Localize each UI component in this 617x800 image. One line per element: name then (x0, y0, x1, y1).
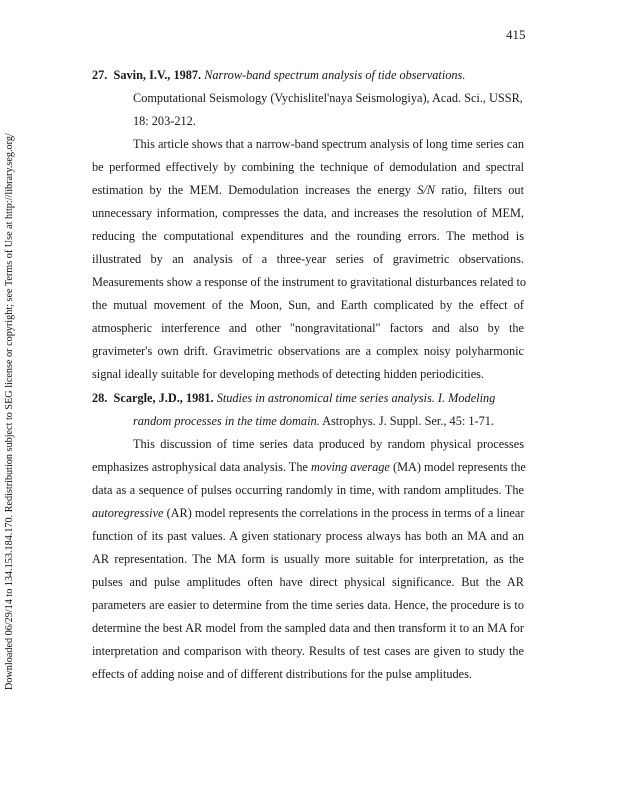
page-number: 415 (506, 27, 526, 42)
abstract-line: signal ideally suitable for developing methods of detecting hidden periodicities. (92, 367, 485, 381)
entry-title: Narrow-band spectrum analysis of tide observations. (204, 68, 466, 82)
reference-entry-28 (92, 387, 524, 686)
abstract-line: parameters are easier to determine from the time series data. Hence, the procedure is to (92, 598, 524, 612)
entry-title-cont: random processes in the time domain. (133, 414, 320, 428)
abstract-line: reducing the computational expenditures and the rounding errors. The method is (92, 229, 524, 243)
abstract-line: gravimeter's own drift. Gravimetric observations are a complex noisy polyharmonic (92, 344, 524, 358)
abstract-line: This article shows that a narrow-band spectrum analysis of long time series can (133, 137, 524, 151)
entry-author: Savin, I.V., (113, 68, 171, 82)
reference-entry-27 (92, 64, 527, 386)
abstract-line: illustrated by an analysis of a three-year series of gravimetric observations. (92, 252, 524, 266)
abstract-line: estimation by the MEM. Demodulation increases the energy S/N ratio, filters out (92, 183, 524, 197)
entry-year: 1981. (185, 391, 214, 405)
abstract-line: interpretation and comparison with theory. Results of test cases are given to study the (92, 644, 524, 658)
entry-year: 1987. (173, 68, 202, 82)
abstract-line: pulses and pulse amplitudes often have direct physical significance. But the AR (92, 575, 524, 589)
abstract-line: This discussion of time series data produced by random physical processes (133, 437, 524, 451)
entry-source-pages: 18: 203-212. (133, 114, 196, 128)
entry-title-continued (92, 410, 524, 433)
abstract-line: emphasizes astrophysical data analysis. The moving average (MA) model represents the (92, 460, 526, 474)
abstract-line: autoregressive (AR) model represents the correlations in the process in terms of a linear (92, 506, 525, 520)
abstract-line: Measurements show a response of the instrument to gravitational disturbances related to (92, 275, 527, 289)
entry-number: 28. (92, 391, 108, 405)
abstract-line: function of its past values. A given stationary process always has both an MA and an (92, 529, 524, 543)
entry-author: Scargle, J.D., (113, 391, 183, 405)
abstract-line: determine the best AR model from the sampled data and then transform it to an MA for (92, 621, 524, 635)
entry-heading (92, 64, 524, 87)
abstract-line: AR representation. The MA form is usually more suitable for interpretation, as the (92, 552, 524, 566)
abstract-line: be performed effectively by combining the technique of demodulation and spectral (92, 160, 524, 174)
entry-title: Studies in astronomical time series analysis. I. Modeling (216, 391, 496, 405)
entry-heading (92, 387, 524, 410)
abstract-line: data as a sequence of pulses occurring randomly in time, with random amplitudes. The (92, 483, 524, 497)
entry-source: Astrophys. J. Suppl. Ser., 45: 1-71. (322, 414, 494, 428)
entry-number: 27. (92, 68, 108, 82)
abstract-line: unnecessary information, compresses the data, and increases the resolution of MEM, (92, 206, 524, 220)
download-notice: Downloaded 06/29/14 to 134.153.184.170. Redistribution subject to SEG license or copyright; see Terms of Use at http://library.seg.org/ (4, 133, 15, 690)
abstract-line: effects of adding noise and of different distributions for the pulse amplitudes. (92, 667, 472, 681)
abstract-line: the mutual movement of the Moon, Sun, and Earth complicated by the effect of (92, 298, 524, 312)
entry-source: Computational Seismology (Vychislitel'naya Seismologiya), Acad. Sci., USSR, (133, 91, 523, 105)
abstract-line: atmospheric interference and other "nongravitational" factors and also by the (92, 321, 524, 335)
